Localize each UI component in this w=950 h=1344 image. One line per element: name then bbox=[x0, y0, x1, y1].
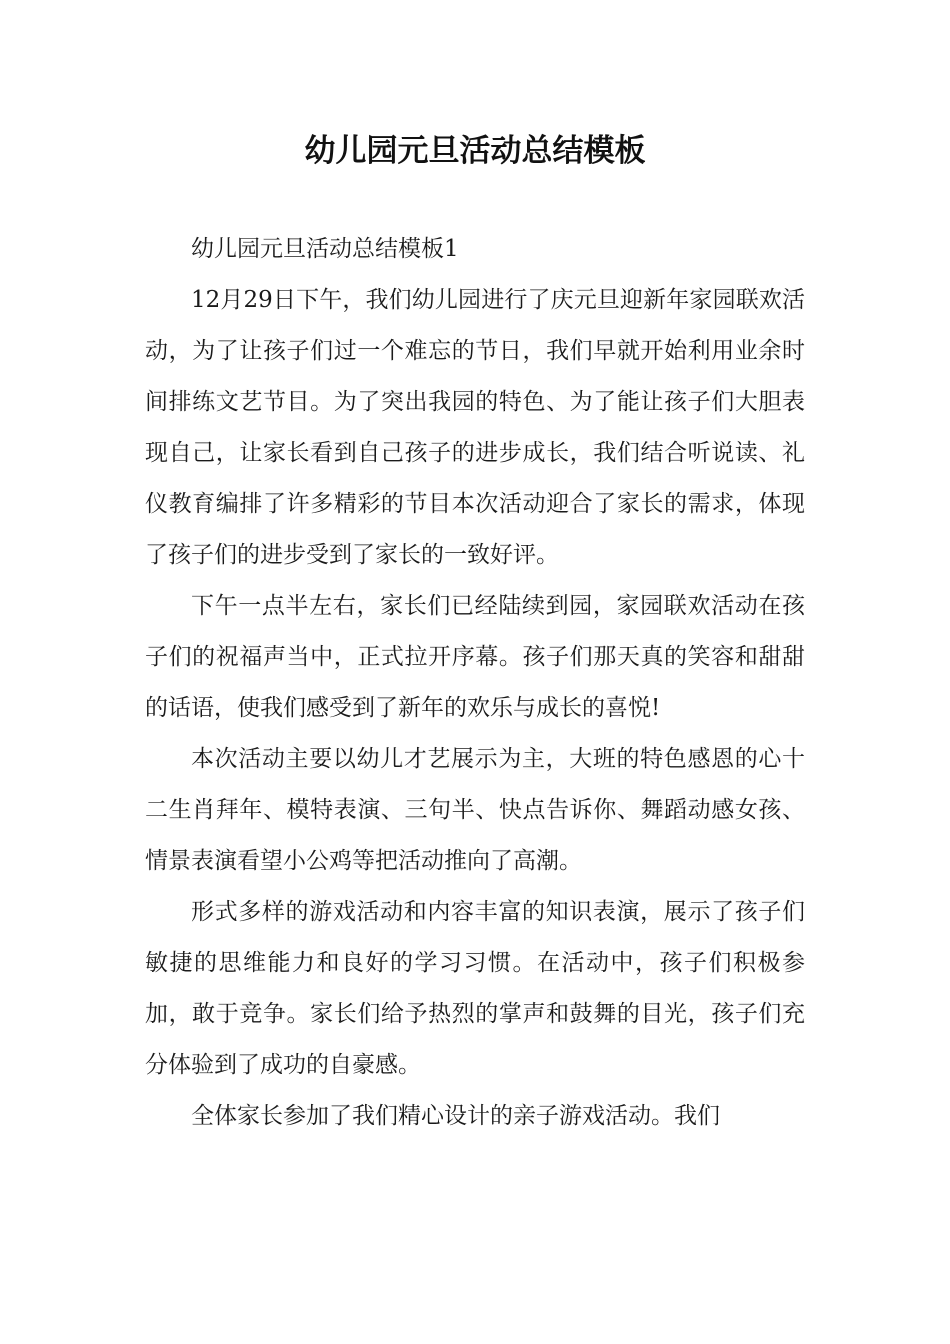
body-paragraph: 形式多样的游戏活动和内容丰富的知识表演，展示了孩子们敏捷的思维能力和良好的学习习惯。在活动中，孩子们积极参加，敢于竞争。家长们给予热烈的掌声和鼓舞的目光，孩子们充分体验到了成功的自豪感。 bbox=[145, 899, 805, 1078]
body-paragraph: 本次活动主要以幼儿才艺展示为主，大班的特色感恩的心十二生肖拜年、模特表演、三句半、快点告诉你、舞蹈动感女孩、情景表演看望小公鸡等把活动推向了高潮。 bbox=[145, 746, 805, 874]
body-paragraph: 下午一点半左右，家长们已经陆续到园，家园联欢活动在孩子们的祝福声当中，正式拉开序幕。孩子们那天真的笑容和甜甜的话语，使我们感受到了新年的欢乐与成长的喜悦! bbox=[145, 593, 805, 721]
body-paragraph: 12月29日下午，我们幼儿园进行了庆元旦迎新年家园联欢活动，为了让孩子们过一个难忘的节日，我们早就开始利用业余时间排练文艺节目。为了突出我园的特色、为了能让孩子们大胆表现自己，让家长看到自己孩子的进步成长，我们结合听说读、礼仪教育编排了许多精彩的节目本次活动迎合了家长的需求，体现了孩子们的进步受到了家长的一致好评。 bbox=[145, 287, 805, 568]
document-body bbox=[145, 224, 805, 1142]
subtitle-paragraph: 幼儿园元旦活动总结模板1 bbox=[191, 236, 459, 262]
document-title: 幼儿园元旦活动总结模板 bbox=[304, 133, 646, 169]
body-paragraph: 全体家长参加了我们精心设计的亲子游戏活动。我们 bbox=[191, 1103, 720, 1129]
